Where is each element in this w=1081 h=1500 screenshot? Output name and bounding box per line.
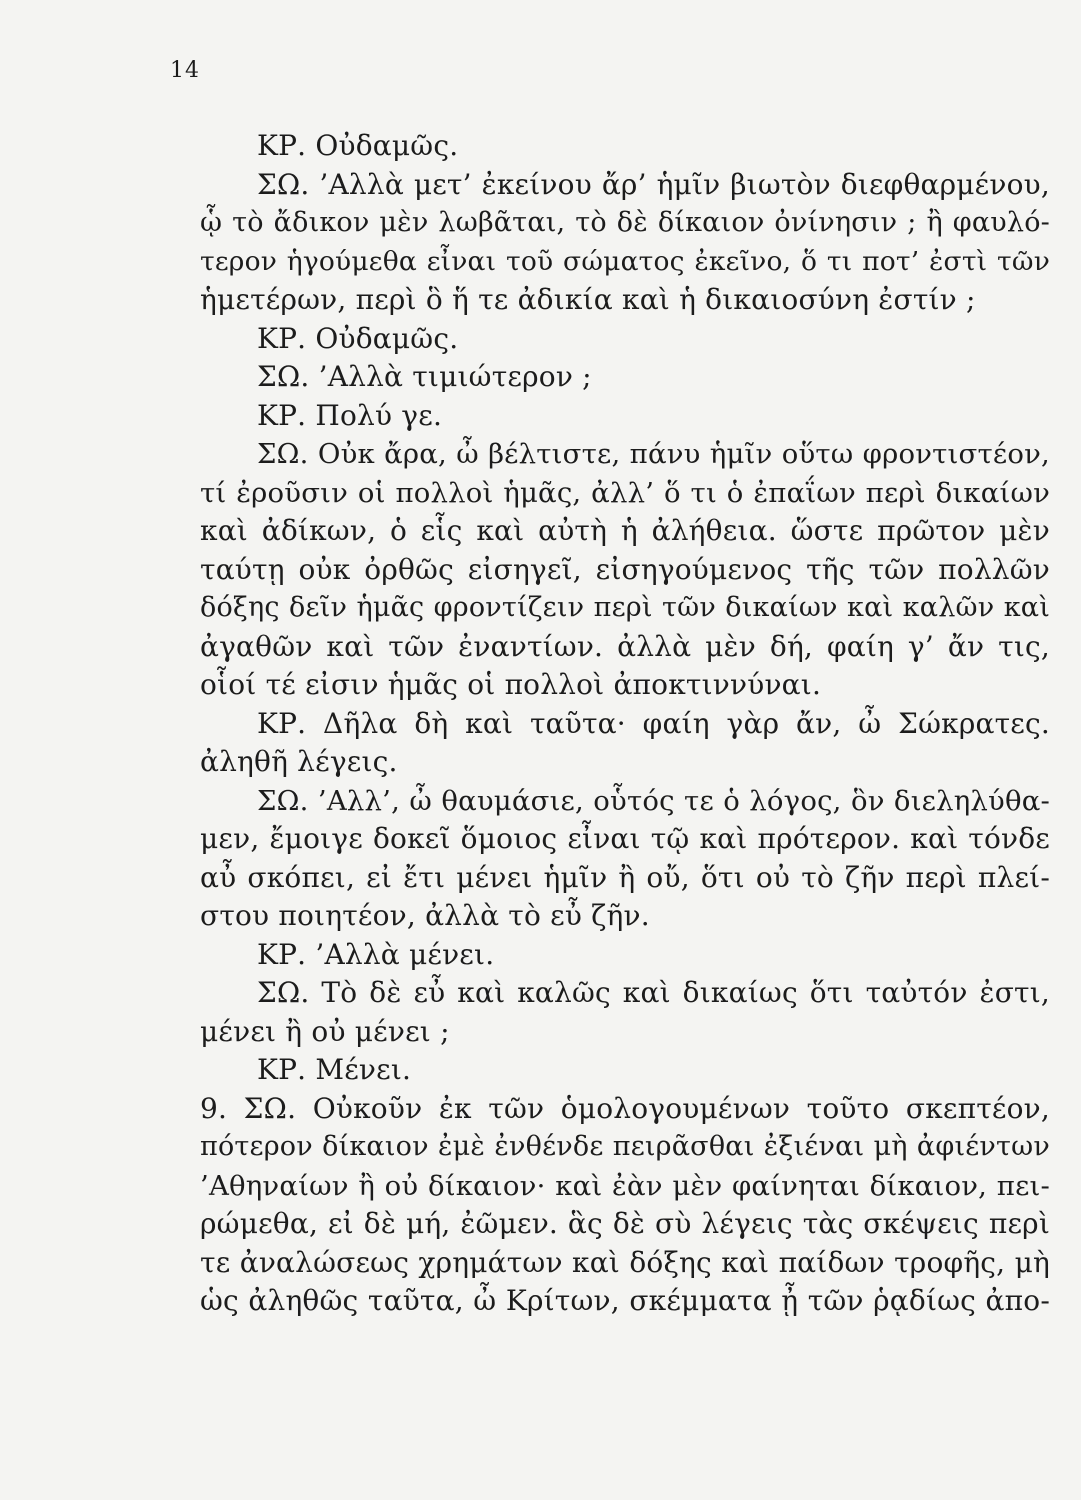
text-line: ΚΡ. Μένει. <box>257 1053 412 1086</box>
text-line: καὶ ἀδίκων, ὁ εἷς καὶ αὐτὴ ἡ ἀλήθεια. ὥστε πρῶτον μὲν <box>200 514 1050 547</box>
text-line: ὡς ἀληθῶς ταῦτα, ὦ Κρίτων, σκέμματα ᾖ τῶν ῥᾳδίως ἀπο- <box>200 1284 1050 1317</box>
text-line: ΚΡ. Πολύ γε. <box>257 398 443 432</box>
text-line: ΣΩ. ’Αλλὰ μετ’ ἐκείνου ἄρ’ ἡμῖν βιωτὸν διεφθαρμένου, <box>257 167 1050 201</box>
text-line: δόξης δεῖν ἡμᾶς φροντίζειν περὶ τῶν δικαίων καὶ καλῶν καὶ <box>200 592 1050 623</box>
text-line: 9. ΣΩ. Οὐκοῦν ἐκ τῶν ὁμολογουμένων τοῦτο σκεπτέον, <box>200 1091 1050 1125</box>
text-line: τε ἀναλώσεως χρημάτων καὶ δόξης καὶ παίδων τροφῆς, μὴ <box>200 1245 1050 1279</box>
text-line: οἷοί τέ εἰσιν ἡμᾶς οἱ πολλοὶ ἀποκτιννύναι. <box>200 668 822 701</box>
text-line: τί ἐροῦσιν οἱ πολλοὶ ἡμᾶς, ἀλλ’ ὅ τι ὁ ἐπαΐων περὶ δικαίων <box>200 476 1050 509</box>
greek-text-body <box>200 127 1050 1321</box>
text-line: ΚΡ. Οὐδαμῶς. <box>257 321 459 355</box>
text-line: τερον ἡγούμεθα εἶναι τοῦ σώματος ἐκεῖνο, ὅ τι ποτ’ ἐστὶ τῶν <box>200 245 1050 277</box>
text-line: ρώμεθα, εἰ δὲ μή, ἐῶμεν. ἃς δὲ σὺ λέγεις τὰς σκέψεις περὶ <box>200 1207 1050 1240</box>
text-line: ἡμετέρων, περὶ ὃ ἥ τε ἀδικία καὶ ἡ δικαιοσύνη ἐστίν ; <box>200 283 976 316</box>
text-line: ἀληθῆ λέγεις. <box>200 745 398 778</box>
text-line: στου ποιητέον, ἀλλὰ τὸ εὖ ζῆν. <box>200 899 650 932</box>
text-line: ᾧ τὸ ἄδικον μὲν λωβᾶται, τὸ δὲ δίκαιον ὀνίνησιν ; ἢ φαυλό- <box>200 207 1050 238</box>
page-number: 14 <box>170 58 200 83</box>
text-line: ΚΡ. ’Αλλὰ μένει. <box>257 937 495 971</box>
text-line: αὖ σκόπει, εἰ ἔτι μένει ἡμῖν ἢ οὔ, ὅτι οὐ τὸ ζῆν περὶ πλεί- <box>200 860 1050 894</box>
text-line: ’Αθηναίων ἢ οὐ δίκαιον· καὶ ἐὰν μὲν φαίνηται δίκαιον, πει- <box>200 1169 1050 1202</box>
text-line: ἀγαθῶν καὶ τῶν ἐναντίων. ἀλλὰ μὲν δή, φαίη γ’ ἄν τις, <box>200 629 1050 663</box>
text-line: ΣΩ. ’Αλλ’, ὦ θαυμάσιε, οὗτός τε ὁ λόγος, ὃν διεληλύθα- <box>257 784 1050 817</box>
text-line: ΚΡ. Οὐδαμῶς. <box>257 129 459 162</box>
text-line: μένει ἢ οὐ μένει ; <box>200 1014 450 1048</box>
text-line: ταύτῃ οὐκ ὀρθῶς εἰσηγεῖ, εἰσηγούμενος τῆς τῶν πολλῶν <box>200 552 1050 586</box>
text-line: μεν, ἔμοιγε δοκεῖ ὅμοιος εἶναι τῷ καὶ πρότερον. καὶ τόνδε <box>200 822 1050 855</box>
text-line: πότερον δίκαιον ἐμὲ ἐνθένδε πειρᾶσθαι ἐξιέναι μὴ ἀφιέντων <box>200 1131 1050 1162</box>
text-line: ΣΩ. Τὸ δὲ εὖ καὶ καλῶς καὶ δικαίως ὅτι ταὐτόν ἐστι, <box>257 976 1050 1009</box>
text-line: ΣΩ. Οὐκ ἄρα, ὦ βέλτιστε, πάνυ ἡμῖν οὕτω φροντιστέον, <box>257 438 1050 470</box>
text-line: ΚΡ. Δῆλα δὴ καὶ ταῦτα· φαίη γὰρ ἄν, ὦ Σώκρατες. <box>257 706 1050 740</box>
text-line: ΣΩ. ’Αλλὰ τιμιώτερον ; <box>257 360 592 393</box>
